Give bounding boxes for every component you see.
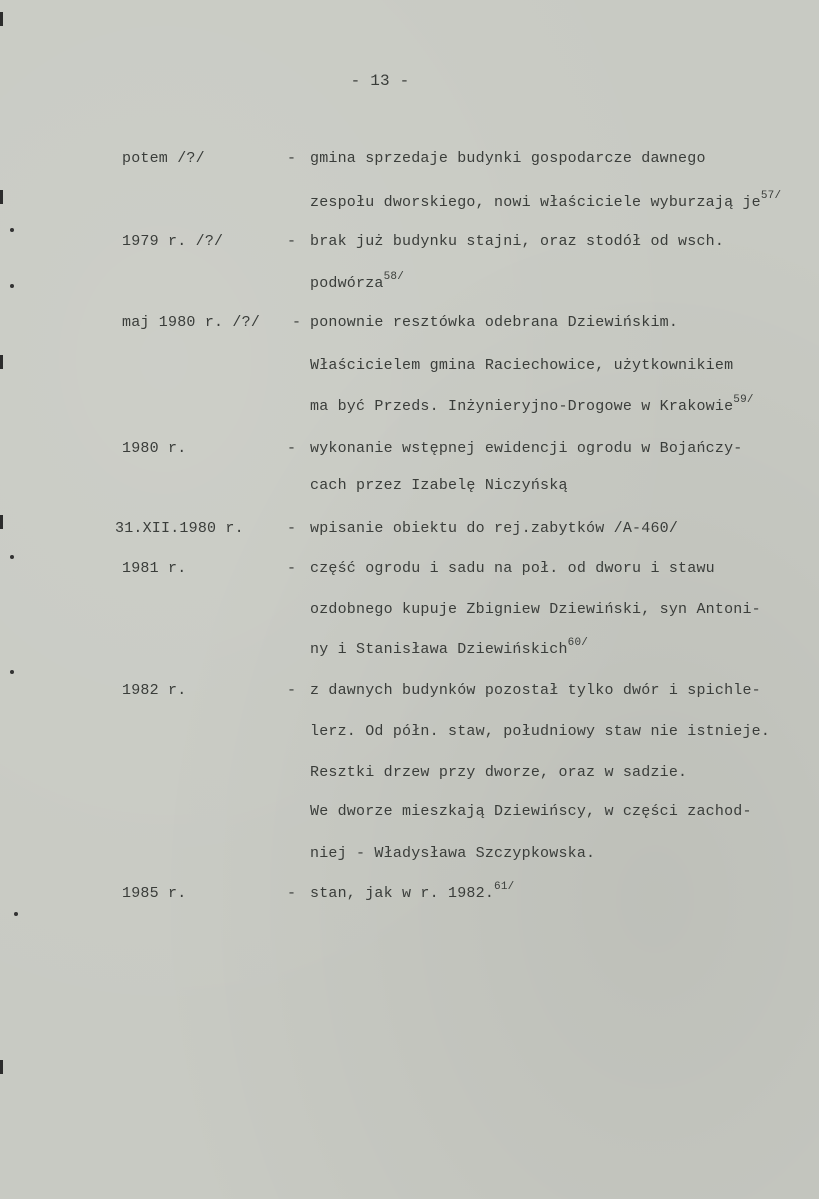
entry-text-line: ma być Przeds. Inżynieryjno-Drogowe w Krakowie$^{59/}$ bbox=[310, 394, 754, 415]
entry-text-line: Właścicielem gmina Raciechowice, użytkownikiem bbox=[310, 357, 734, 374]
entry-date: 1982 r. bbox=[122, 682, 187, 699]
entry-text-line: niej - Władysława Szczypkowska. bbox=[310, 845, 596, 862]
entry-text-line: podwórza$^{58/}$ bbox=[310, 271, 405, 292]
entry-dash: - bbox=[287, 520, 297, 537]
entry-text-line: wykonanie wstępnej ewidencji ogrodu w Bojańczy- bbox=[310, 440, 743, 457]
entry-date: 31.XII.1980 r. bbox=[115, 520, 244, 537]
footnote-ref: 58/ bbox=[383, 271, 405, 283]
entry-text-line: ozdobnego kupuje Zbigniew Dziewiński, syn Antoni- bbox=[310, 601, 761, 618]
footnote-ref: 57/ bbox=[760, 190, 782, 202]
punch-dot bbox=[14, 912, 18, 916]
footnote-ref: 60/ bbox=[567, 637, 589, 649]
entry-dash: - bbox=[287, 440, 297, 457]
entry-text-line: ny i Stanisława Dziewińskich$^{60/}$ bbox=[310, 637, 589, 658]
page-number: - 13 - bbox=[350, 72, 410, 90]
binding-mark bbox=[0, 12, 3, 26]
entry-text-line: lerz. Od półn. staw, południowy staw nie istnieje. bbox=[310, 723, 771, 740]
entry-text-line: We dworze mieszkają Dziewińscy, w części zachod- bbox=[310, 803, 752, 820]
entry-text-line: część ogrodu i sadu na poł. od dworu i stawu bbox=[310, 560, 715, 577]
binding-mark bbox=[0, 190, 3, 204]
entry-dash: - bbox=[287, 560, 297, 577]
footnote-ref: 59/ bbox=[733, 394, 754, 406]
binding-mark bbox=[0, 355, 3, 369]
entry-text-line: ponownie resztówka odebrana Dziewińskim. bbox=[310, 314, 679, 331]
punch-dot bbox=[10, 284, 14, 288]
entry-date: potem /?/ bbox=[122, 150, 205, 167]
entry-dash: - bbox=[287, 150, 297, 167]
entry-text-line: gmina sprzedaje budynki gospodarcze dawnego bbox=[310, 150, 706, 167]
entry-date: 1985 r. bbox=[122, 885, 187, 902]
entry-date: 1980 r. bbox=[122, 440, 187, 457]
entry-text-line: z dawnych budynków pozostał tylko dwór i spichle- bbox=[310, 682, 761, 699]
punch-dot bbox=[10, 555, 14, 559]
entry-dash: - bbox=[287, 233, 297, 250]
entry-dash: - bbox=[292, 314, 302, 331]
entry-text-line: zespołu dworskiego, nowi właściciele wyburzają $je^{57/}$ bbox=[310, 190, 782, 211]
entry-text-line: Resztki drzew przy dworze, oraz w sadzie. bbox=[310, 764, 688, 781]
entry-text-line: wpisanie obiektu do rej.zabytków /A-460/ bbox=[310, 520, 679, 537]
binding-mark bbox=[0, 1060, 3, 1074]
footnote-ref: 61/ bbox=[494, 881, 515, 893]
entry-date: maj 1980 r. /?/ bbox=[122, 314, 261, 331]
entry-dash: - bbox=[287, 885, 297, 902]
punch-dot bbox=[10, 228, 14, 232]
entry-date: 1981 r. bbox=[122, 560, 187, 577]
entry-date: 1979 r. /?/ bbox=[122, 233, 224, 250]
entry-dash: - bbox=[287, 682, 297, 699]
entry-text-line: brak już budynku stajni, oraz stodół od wsch. bbox=[310, 233, 725, 250]
entry-text-line: stan, jak w r. 1982.$^{61/}$ bbox=[310, 881, 515, 902]
entry-text-line: cach przez Izabelę Niczyńską bbox=[310, 477, 568, 494]
punch-dot bbox=[10, 670, 14, 674]
binding-mark bbox=[0, 515, 3, 529]
